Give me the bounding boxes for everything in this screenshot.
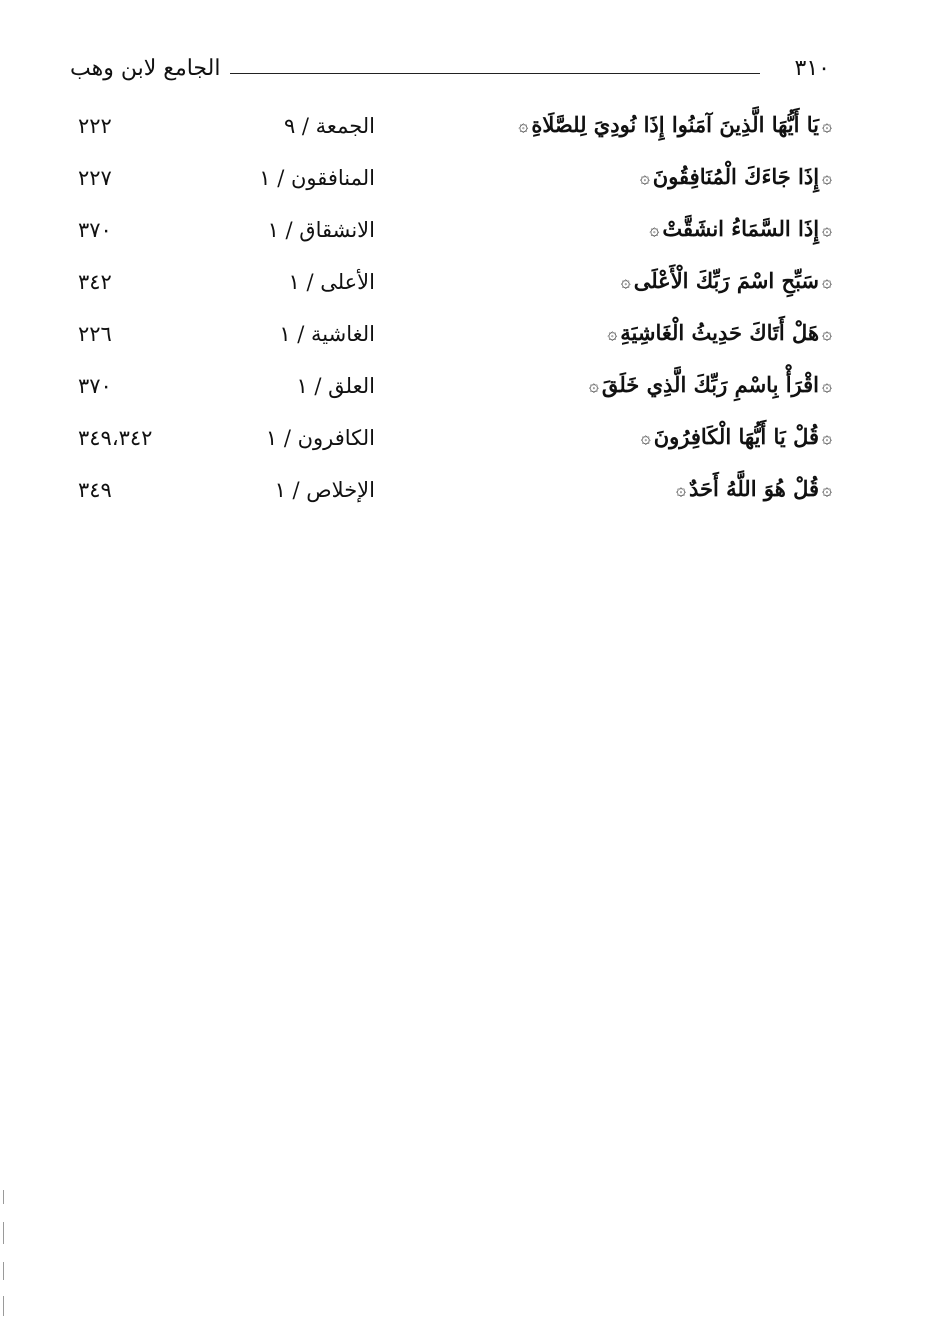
ornament-close-icon: ۞ (640, 428, 651, 448)
index-row (60, 212, 835, 264)
ornament-close-icon: ۞ (639, 168, 650, 188)
ornament-open-icon: ۞ (822, 116, 832, 136)
surah-reference: الغاشية / ١ (279, 322, 375, 346)
surah-reference: العلق / ١ (296, 374, 375, 398)
page-references: ٣٤٩،٣٤٢ (78, 426, 153, 450)
surah-reference: الانشقاق / ١ (267, 218, 375, 242)
ornament-open-icon: ۞ (822, 376, 832, 396)
header-rule (230, 73, 760, 74)
verse-text: ۞اقْرَأْ بِاسْمِ رَبِّكَ الَّذِي خَلَقَ۞ (588, 372, 832, 397)
verse-index-table (60, 108, 835, 524)
scan-mark (3, 1190, 4, 1204)
ornament-close-icon: ۞ (518, 116, 529, 136)
verse-text: ۞سَبِّحِ اسْمَ رَبِّكَ الْأَعْلَى۞ (620, 268, 832, 293)
ornament-open-icon: ۞ (822, 220, 832, 240)
verse-text: ۞قُلْ يَا أَيُّهَا الْكَافِرُونَ۞ (640, 424, 832, 449)
scan-mark (3, 1296, 4, 1316)
index-row (60, 264, 835, 316)
scan-mark (3, 1262, 4, 1280)
verse-text: ۞إِذَا السَّمَاءُ انشَقَّتْ۞ (649, 216, 832, 241)
page-references: ٢٢٦ (78, 322, 112, 346)
ornament-open-icon: ۞ (822, 428, 832, 448)
surah-reference: الأعلى / ١ (288, 270, 375, 294)
ornament-close-icon: ۞ (620, 272, 631, 292)
verse-text: ۞يَا أَيُّهَا الَّذِينَ آمَنُوا إِذَا نُودِيَ لِلصَّلَاةِ۞ (518, 112, 832, 137)
page-header (70, 52, 830, 92)
index-row (60, 316, 835, 368)
verse-text: ۞هَلْ أَتَاكَ حَدِيثُ الْغَاشِيَةِ۞ (607, 320, 832, 345)
index-row (60, 108, 835, 160)
index-row (60, 160, 835, 212)
ornament-close-icon: ۞ (649, 220, 660, 240)
ornament-open-icon: ۞ (822, 168, 832, 188)
surah-reference: المنافقون / ١ (259, 166, 375, 190)
page-references: ٣٤٩ (78, 478, 112, 502)
ornament-close-icon: ۞ (588, 376, 599, 396)
book-title: الجامع لابن وهب (70, 56, 221, 81)
surah-reference: الإخلاص / ١ (274, 478, 375, 502)
ornament-close-icon: ۞ (607, 324, 618, 344)
page-references: ٢٢٢ (78, 114, 112, 138)
ornament-close-icon: ۞ (675, 480, 686, 500)
scan-mark (3, 1222, 4, 1244)
ornament-open-icon: ۞ (822, 324, 832, 344)
ornament-open-icon: ۞ (822, 272, 832, 292)
surah-reference: الجمعة / ٩ (283, 114, 375, 138)
page-references: ٣٧٠ (78, 374, 112, 398)
index-row (60, 368, 835, 420)
index-row (60, 472, 835, 524)
surah-reference: الكافرون / ١ (265, 426, 375, 450)
ornament-open-icon: ۞ (822, 480, 832, 500)
index-row (60, 420, 835, 472)
page-references: ٢٢٧ (78, 166, 112, 190)
page-number: ٣١٠ (794, 56, 830, 81)
page-references: ٣٧٠ (78, 218, 112, 242)
page-references: ٣٤٢ (78, 270, 112, 294)
verse-text: ۞إِذَا جَاءَكَ الْمُنَافِقُونَ۞ (639, 164, 832, 189)
verse-text: ۞قُلْ هُوَ اللَّهُ أَحَدٌ۞ (675, 476, 832, 501)
